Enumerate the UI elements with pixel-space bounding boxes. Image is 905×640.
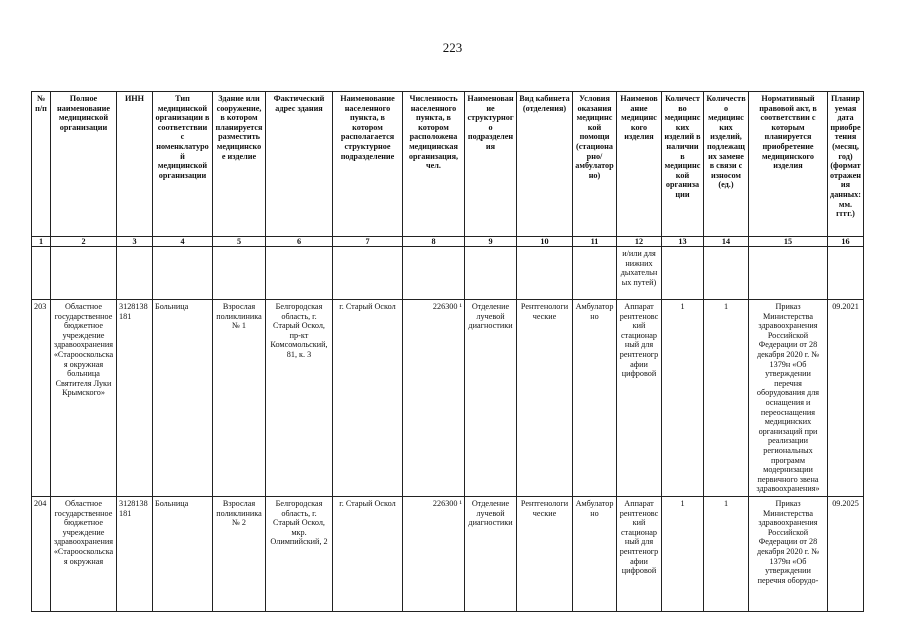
population-cell: 226300 ¹ — [403, 497, 465, 612]
column-number: 10 — [517, 237, 573, 247]
column-number: 11 — [573, 237, 617, 247]
row-number: 204 — [32, 497, 51, 612]
table-row — [32, 497, 864, 612]
device-cell: Аппарат рентгеновский стационарный для рентгенографии цифровой — [617, 300, 662, 497]
header-cell: Тип медицинской организации в соответствии с номенклатурой медицинской организации — [153, 92, 213, 237]
page-number: 223 — [442, 40, 463, 55]
org-type-cell: Больница — [153, 497, 213, 612]
header-cell: Численность населенного пункта, в котором расположена медицинская организация, чел. — [403, 92, 465, 237]
header-cell: № п/п — [32, 92, 51, 237]
organization-cell: Областное государственное бюджетное учреждение здравоохранения «Старооскольская окружная — [51, 497, 117, 612]
header-cell: Фактический адрес здания — [266, 92, 333, 237]
column-number: 6 — [266, 237, 333, 247]
qty-have-cell: 1 — [662, 300, 704, 497]
locality-cell: г. Старый Оскол — [333, 497, 403, 612]
column-number: 12 — [617, 237, 662, 247]
header-cell: Нормативный правовой акт, в соответствии с которым планируется приобретение медицинского изделия — [749, 92, 828, 237]
header-cell: Количество медицинских изделий, подлежащих замене в связи с износом (ед.) — [704, 92, 749, 237]
column-number: 3 — [117, 237, 153, 247]
population-cell: 226300 ¹ — [403, 300, 465, 497]
legal-act-cell: Приказ Министерства здравоохранения Российской Федерации от 28 декабря 2020 г. № 1379н «Об утверждении перечня оборудования для оснащения и переоснащения медицинских организаций при реализации региональных программ модернизации первичного звена здравоохранения» — [749, 300, 828, 497]
equipment-table — [31, 91, 864, 612]
row-number: 203 — [32, 300, 51, 497]
qty-replace-cell: 1 — [704, 300, 749, 497]
column-number: 7 — [333, 237, 403, 247]
header-cell: Полное наименование медицинской организации — [51, 92, 117, 237]
subdivision-cell: Отделение лучевой диагностики — [465, 300, 517, 497]
header-cell: ИНН — [117, 92, 153, 237]
column-number: 1 — [32, 237, 51, 247]
address-cell: Белгородская область, г. Старый Оскол, пр-кт Комсомольский, 81, к. 3 — [266, 300, 333, 497]
column-number: 5 — [213, 237, 266, 247]
header-cell: Наименование медицинского изделия — [617, 92, 662, 237]
column-number: 15 — [749, 237, 828, 247]
subdivision-cell: Отделение лучевой диагностики — [465, 497, 517, 612]
column-number: 2 — [51, 237, 117, 247]
column-number: 13 — [662, 237, 704, 247]
header-cell: Количество медицинских изделий в наличии в медицинской организации — [662, 92, 704, 237]
org-type-cell: Больница — [153, 300, 213, 497]
cabinet-cell: Рентгенологические — [517, 497, 573, 612]
column-number: 9 — [465, 237, 517, 247]
building-cell: Взрослая поликлиника № 2 — [213, 497, 266, 612]
continuation-row — [32, 247, 864, 300]
header-cell: Планируемая дата приобретения (месяц, год) (формат отражения данных: мм. гггг.) — [828, 92, 864, 237]
column-number: 14 — [704, 237, 749, 247]
header-cell: Вид кабинета (отделения) — [517, 92, 573, 237]
continuation-device-cell: и/или для нижних дыхательных путей) — [617, 247, 662, 300]
qty-replace-cell: 1 — [704, 497, 749, 612]
header-cell: Наименование структурного подразделения — [465, 92, 517, 237]
purchase-date-cell: 09.2025 — [828, 497, 864, 612]
purchase-date-cell: 09.2021 — [828, 300, 864, 497]
header-row — [32, 92, 864, 237]
column-number: 16 — [828, 237, 864, 247]
column-number: 8 — [403, 237, 465, 247]
device-cell: Аппарат рентгеновский стационарный для рентгенографии цифровой — [617, 497, 662, 612]
organization-cell: Областное государственное бюджетное учреждение здравоохранения «Старооскольская окружная больница Святителя Луки Крымского» — [51, 300, 117, 497]
inn-cell: 3128138181 — [117, 300, 153, 497]
building-cell: Взрослая поликлиника № 1 — [213, 300, 266, 497]
header-cell: Здание или сооружение, в котором планируется разместить медицинское изделие — [213, 92, 266, 237]
address-cell: Белгородская область, г. Старый Оскол, мкр. Олимпийский, 2 — [266, 497, 333, 612]
conditions-cell: Амбулаторно — [573, 300, 617, 497]
header-cell: Условия оказания медицинской помощи (стационарно/ амбулаторно) — [573, 92, 617, 237]
header-cell: Наименование населенного пункта, в котором располагается структурное подразделение — [333, 92, 403, 237]
conditions-cell: Амбулаторно — [573, 497, 617, 612]
inn-cell: 3128138181 — [117, 497, 153, 612]
cabinet-cell: Рентгенологические — [517, 300, 573, 497]
locality-cell: г. Старый Оскол — [333, 300, 403, 497]
table-row — [32, 300, 864, 497]
column-number: 4 — [153, 237, 213, 247]
column-number-row — [32, 237, 864, 247]
qty-have-cell: 1 — [662, 497, 704, 612]
legal-act-cell: Приказ Министерства здравоохранения Российской Федерации от 28 декабря 2020 г. № 1379н «Об утверждении перечня оборудо- — [749, 497, 828, 612]
